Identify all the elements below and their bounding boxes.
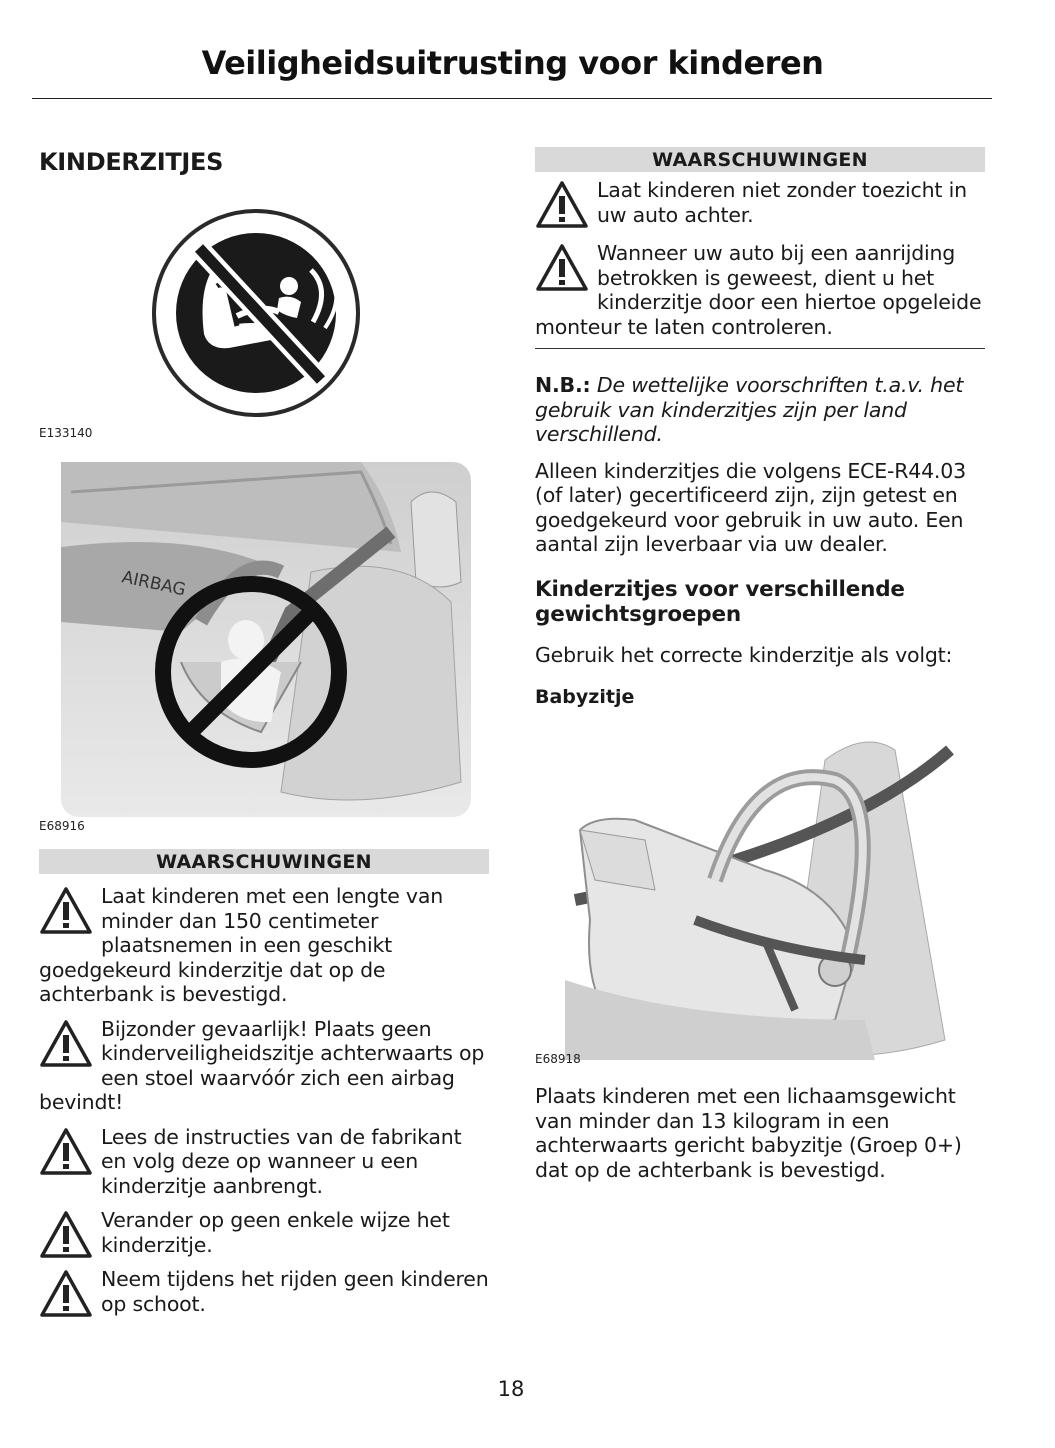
- title-divider: [32, 98, 992, 99]
- warning-item: [39, 1017, 489, 1115]
- babyzitje-paragraph: Plaats kinderen met een lichaamsgewicht van minder dan 13 kilogram in een achterwaarts gericht babyzitje (Groep 0+) dat op de achterbank is bevestigd.: [535, 1084, 962, 1182]
- warning-text: Wanneer uw auto bij een aanrijding betrokken is geweest, dient u het kinderzitje door een hiertoe opgeleide monteur te laten controleren.: [535, 241, 982, 339]
- figure-code: E68916: [39, 819, 85, 833]
- warning-item: [535, 241, 985, 339]
- warning-item: [39, 1208, 489, 1257]
- warning-triangle-icon: [39, 1127, 93, 1177]
- legal-note: [535, 373, 985, 447]
- warning-text: Neem tijdens het rijden geen kinderen op schoot.: [101, 1267, 489, 1316]
- warning-item: [535, 178, 985, 227]
- warning-item: [39, 1125, 489, 1199]
- weight-groups-heading: Kinderzitjes voor verschillende gewichtsgroepen: [535, 576, 905, 627]
- airbag-label: AIRBAG: [119, 567, 188, 601]
- section-heading: KINDERZITJES: [39, 148, 224, 176]
- rear-facing-baby-seat-figure: [535, 720, 965, 1060]
- certification-paragraph: Alleen kinderzitjes die volgens ECE-R44.03 (of later) gecertificeerd zijn, zijn getest en goedgekeurd voor gebruik in uw auto. Een aantal zijn leverbaar via uw dealer.: [535, 458, 966, 556]
- warning-text: Verander op geen enkele wijze het kinderzitje.: [101, 1208, 450, 1257]
- airbag-rear-facing-seat-figure: [61, 462, 471, 817]
- warning-text: Bijzonder gevaarlijk! Plaats geen kinderveiligheidszitje achterwaarts op een stoel waarvóór zich een airbag bevindt!: [39, 1016, 485, 1114]
- note-label: N.B.:: [535, 373, 591, 397]
- note-text: De wettelijke voorschriften t.a.v. het gebruik van kinderzitjes zijn per land verschillend.: [535, 373, 964, 446]
- usage-paragraph: Gebruik het correcte kinderzitje als volgt:: [535, 642, 953, 667]
- page-number: 18: [497, 1377, 525, 1401]
- warnings-header: WAARSCHUWINGEN: [39, 849, 489, 874]
- warning-item: [39, 1267, 489, 1316]
- warning-triangle-icon: [39, 886, 93, 936]
- warning-text: Laat kinderen met een lengte van minder dan 150 centimeter plaatsnemen in een geschikt goedgekeurd kinderzitje dat op de achterbank is bevestigd.: [39, 884, 444, 1006]
- babyzitje-heading: Babyzitje: [535, 686, 635, 708]
- warning-triangle-icon: [39, 1269, 93, 1319]
- no-child-seat-sign-figure: [39, 194, 489, 434]
- warning-item: [39, 884, 489, 1007]
- warning-text: Lees de instructies van de fabrikant en volg deze op wanneer u een kinderzitje aanbrengt.: [101, 1124, 462, 1198]
- right-column: [535, 140, 985, 1182]
- warning-text: Laat kinderen niet zonder toezicht in uw auto achter.: [597, 178, 967, 227]
- left-column: [39, 140, 489, 1319]
- warning-triangle-icon: [535, 243, 589, 293]
- warnings-header: WAARSCHUWINGEN: [535, 147, 985, 172]
- warnings-divider: [535, 348, 985, 349]
- figure-code: E68918: [535, 1052, 581, 1066]
- page-title: Veiligheidsuitrusting voor kinderen: [201, 44, 824, 82]
- figure-code: E133140: [39, 426, 93, 440]
- warning-triangle-icon: [535, 180, 589, 230]
- warning-triangle-icon: [39, 1210, 93, 1260]
- warning-triangle-icon: [39, 1019, 93, 1069]
